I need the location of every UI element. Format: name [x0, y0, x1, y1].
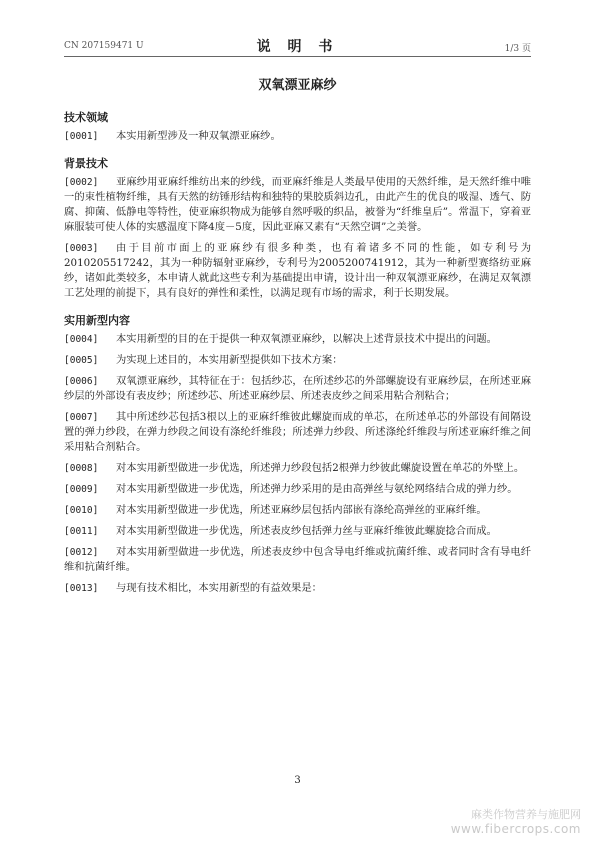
patent-number: CN 207159471 U: [64, 41, 144, 51]
page-count: 1/3 页: [504, 44, 531, 54]
section-heading: 实用新型内容: [64, 314, 130, 327]
paragraph-number: [0007]: [64, 412, 99, 423]
paragraph: [64, 545, 531, 575]
paragraph: [64, 241, 531, 301]
paragraph-number: [0011]: [64, 526, 99, 537]
paragraph-text: 双氧漂亚麻纱，其特征在于：包括纱芯，在所述纱芯的外部螺旋设有亚麻纱层，在所述亚麻纱层的外部设有表皮纱；所述纱芯、所述亚麻纱层、所述表皮纱之间采用粘合剂粘合；: [64, 375, 531, 402]
paragraph: [64, 461, 531, 476]
paragraph: [64, 410, 531, 455]
paragraph-number: [0013]: [64, 583, 99, 594]
paragraph: [64, 374, 531, 404]
paragraph-number: [0001]: [64, 131, 99, 142]
paragraph-text: 其中所述纱芯包括3根以上的亚麻纤维彼此螺旋而成的单芯，在所述单芯的外部设有间隔设置的弹力纱段，在弹力纱段之间设有涤纶纤维段；所述弹力纱段、所述涤纶纤维段与所述亚麻纤维之间采用粘合剂粘合。: [64, 411, 531, 453]
paragraph-text: 对本实用新型做进一步优选，所述弹力纱段包括2根弹力纱彼此螺旋设置在单芯的外壁上。: [116, 462, 525, 474]
paragraph-number: [0012]: [64, 547, 99, 558]
paragraph-text: 对本实用新型做进一步优选，所述亚麻纱层包括内部嵌有涤纶高弹丝的亚麻纤维。: [116, 504, 487, 516]
paragraph-text: 对本实用新型做进一步优选，所述表皮纱包括弹力丝与亚麻纤维彼此螺旋捻合而成。: [116, 525, 497, 537]
paragraph-number: [0005]: [64, 355, 99, 366]
header-divider: [64, 56, 531, 57]
paragraph-text: 对本实用新型做进一步优选，所述表皮纱中包含导电纤维或抗菌纤维、或者同时含有导电纤维和抗菌纤维。: [64, 546, 531, 573]
watermark-url: www.fibercrops.com: [450, 822, 581, 836]
paragraph-number: [0009]: [64, 484, 99, 495]
paragraph: [64, 175, 531, 235]
paragraph-number: [0002]: [64, 177, 99, 188]
watermark-name: 麻类作物营养与施肥网: [471, 808, 581, 821]
paragraph: [64, 503, 531, 518]
paragraph: [64, 581, 531, 596]
section-heading: 技术领域: [64, 111, 108, 124]
paragraph: [64, 353, 531, 368]
paragraph: [64, 524, 531, 539]
page-number: 3: [294, 775, 301, 786]
paragraph-text: 亚麻纱用亚麻纤维纺出来的纱线，而亚麻纤维是人类最早使用的天然纤维，是天然纤维中唯一的束性植物纤维，具有天然的纺锤形结构和独特的果胶质斜边孔，由此产生的优良的吸湿、透气、防腐、抑菌、低静电等特性，使亚麻织物成为能够自然呼吸的织品，被誉为“纤维皇后”。常温下，穿着亚麻服装可使人体的实感温度下降4度－5度，因此亚麻又素有“天然空调”之美誉。: [64, 176, 531, 233]
document-body: [64, 104, 531, 602]
paragraph: [64, 482, 531, 497]
paragraph-text: 与现有技术相比，本实用新型的有益效果是：: [116, 582, 322, 594]
paragraph-number: [0006]: [64, 376, 99, 387]
page-header: [0, 0, 595, 60]
paragraph-text: 本实用新型涉及一种双氧漂亚麻纱。: [116, 130, 281, 142]
paragraph-number: [0003]: [64, 243, 99, 254]
paragraph-text: 对本实用新型做进一步优选，所述弹力纱采用的是由高弹丝与氨纶网络结合成的弹力纱。: [116, 483, 518, 495]
paragraph-number: [0008]: [64, 463, 99, 474]
watermark: [451, 808, 581, 836]
paragraph: [64, 332, 531, 347]
header-title: 说 明 书: [256, 39, 339, 55]
paragraph-text: 为实现上述目的，本实用新型提供如下技术方案：: [116, 354, 343, 366]
document-title: 双氧漂亚麻纱: [258, 78, 337, 93]
paragraph-text: 由于目前市面上的亚麻纱有很多种类，也有着诸多不同的性能，如专利号为2010205517242，其为一种防辐射亚麻纱，专利号为2005200741912，其为一种新型赛络纺亚麻纱，诸如此类较多，本申请人就此这些专利为基础提出申请，设计出一种双氧漂亚麻纱，在满足双氧漂工艺处理的前提下，具有良好的弹性和柔性，以满足现有市场的需求，利于长期发展。: [64, 242, 531, 299]
section-heading: 背景技术: [64, 157, 108, 170]
paragraph-number: [0004]: [64, 334, 99, 345]
paragraph-number: [0010]: [64, 505, 99, 516]
paragraph: [64, 129, 531, 144]
paragraph-text: 本实用新型的目的在于提供一种双氧漂亚麻纱，以解决上述背景技术中提出的问题。: [116, 333, 497, 345]
